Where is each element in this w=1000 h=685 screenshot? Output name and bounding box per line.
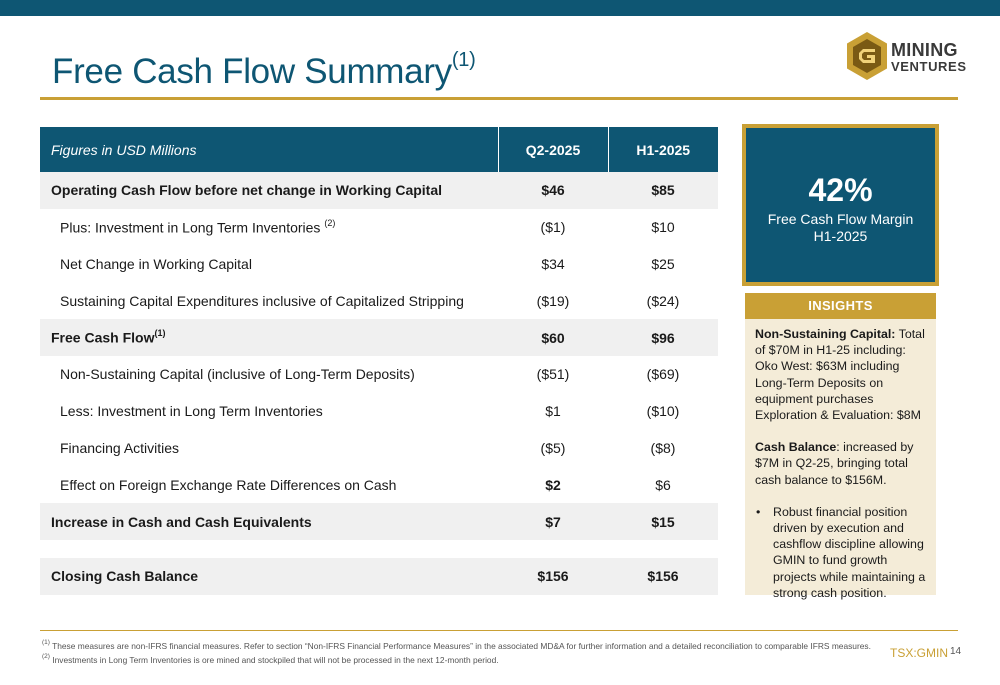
row-label-text: Less: Investment in Long Term Inventories xyxy=(60,403,323,420)
cell-h1: ($24) xyxy=(646,292,680,309)
footnote-2-text: Investments in Long Term Inventories is ore mined and stockpiled that will not be processed in the next 12-month period. xyxy=(49,654,499,665)
row-label-text: Plus: Investment in Long Term Inventories xyxy=(60,219,321,236)
footnote-2-marker: (2) xyxy=(42,652,50,660)
logo-hexagon-icon xyxy=(846,31,888,81)
insight-cash-balance xyxy=(755,439,928,488)
table-row-financing-activities xyxy=(40,430,718,467)
table-row-closing-cash-balance xyxy=(40,558,718,595)
row-label xyxy=(40,209,498,246)
cell-h1: $85 xyxy=(608,172,718,209)
row-label-text: Non-Sustaining Capital (inclusive of Long-Term Deposits) xyxy=(60,366,415,383)
footnote-ref: (2) xyxy=(324,217,336,228)
row-label xyxy=(40,319,498,356)
cell-h1: $25 xyxy=(651,255,675,272)
fcf-margin-period: H1-2025 xyxy=(813,228,868,244)
table-row-sustaining-capex xyxy=(40,282,718,319)
free-cash-flow-table xyxy=(40,127,718,595)
footnotes xyxy=(42,638,871,666)
fcf-margin-value: 42% xyxy=(808,172,873,208)
row-label xyxy=(40,246,498,283)
table-header-row xyxy=(40,127,718,172)
cell-h1: $10 xyxy=(651,219,675,236)
footer-divider xyxy=(40,630,958,631)
page-title-footnote-ref: (1) xyxy=(451,49,476,72)
top-bar xyxy=(0,0,1000,16)
row-label xyxy=(40,356,498,393)
table-row-increase-in-cash xyxy=(40,503,718,540)
cell-h1: $96 xyxy=(608,319,718,356)
ticker-symbol: TSX:GMIN xyxy=(890,646,949,660)
cell-q2: ($1) xyxy=(540,219,566,236)
row-label xyxy=(40,503,498,540)
logo-line-1: MINING xyxy=(891,40,958,60)
row-label-text: Free Cash Flow xyxy=(51,329,155,346)
cell-q2: $34 xyxy=(541,255,565,272)
table-row-free-cash-flow xyxy=(40,319,718,356)
page-title-text: Free Cash Flow Summary xyxy=(52,52,452,91)
cell-q2: $46 xyxy=(498,172,608,209)
row-label-text: Sustaining Capital Expenditures inclusive of Capitalized Stripping xyxy=(60,292,464,309)
page-title xyxy=(52,49,476,92)
cell-q2: ($51) xyxy=(536,366,570,383)
insight-text: Total of $70M in H1-25 including: Oko West: $63M including Long-Term Deposits on equipment purchases Exploration & Evaluation: $8M xyxy=(755,327,925,423)
insights-heading: INSIGHTS xyxy=(745,293,936,319)
insights-panel xyxy=(745,319,936,600)
row-label xyxy=(40,393,498,430)
page-number: 14 xyxy=(950,646,962,657)
cell-h1: $15 xyxy=(608,503,718,540)
logo-line-2: VENTURES xyxy=(891,59,967,74)
insight-non-sustaining-capital xyxy=(755,326,928,423)
table-spacer-row xyxy=(40,540,718,558)
insight-bullet-text: Robust financial position driven by execution and cashflow discipline allowing GMIN to fund growth projects while maintaining a strong cash position. xyxy=(773,504,926,600)
table-row-fx-effect xyxy=(40,466,718,503)
title-divider xyxy=(40,97,958,100)
footnote-2 xyxy=(42,652,871,666)
cell-q2: $156 xyxy=(498,558,608,595)
cell-h1: ($8) xyxy=(650,439,676,456)
footnote-1-text: These measures are non-IFRS financial measures. Refer to section “Non-IFRS Financial Performance Measures” in the associated MD&A for further information and a detailed reconciliation to comparable IFRS measures. xyxy=(49,640,871,651)
cell-h1: $156 xyxy=(608,558,718,595)
footnote-ref: (1) xyxy=(154,328,166,339)
spacer-cell xyxy=(40,540,498,558)
footnote-1-marker: (1) xyxy=(42,639,50,646)
logo-wordmark xyxy=(891,41,967,73)
fcf-margin-callout xyxy=(742,124,939,286)
table-row-non-sustaining-capital xyxy=(40,356,718,393)
insight-bullet xyxy=(755,504,928,601)
spacer-cell xyxy=(608,540,718,558)
row-label xyxy=(40,558,498,595)
cell-q2: $2 xyxy=(545,476,561,493)
cell-q2: ($5) xyxy=(540,439,566,456)
table-row-less-investment-lt-inventories xyxy=(40,393,718,430)
row-label xyxy=(40,430,498,467)
column-header-figures: Figures in USD Millions xyxy=(40,127,498,172)
row-label-text: Closing Cash Balance xyxy=(51,568,199,585)
spacer-cell xyxy=(498,540,608,558)
fcf-margin-label: Free Cash Flow Margin xyxy=(767,211,914,227)
cell-h1: $6 xyxy=(655,476,671,493)
cell-h1: ($69) xyxy=(646,366,680,383)
footnote-1 xyxy=(42,638,871,652)
insight-term: Cash Balance xyxy=(755,440,837,455)
column-header-h1-2025: H1-2025 xyxy=(608,127,718,172)
table-row-operating-cash-flow xyxy=(40,172,718,209)
bullet-dot-icon: • xyxy=(756,504,761,519)
row-label-text: Net Change in Working Capital xyxy=(60,255,252,272)
insight-text: : increased by $7M in Q2-25, bringing total cash balance to $156M. xyxy=(755,440,914,487)
row-label xyxy=(40,466,498,503)
table-row-investment-lt-inventories xyxy=(40,209,718,246)
row-label xyxy=(40,172,498,209)
cell-q2: ($19) xyxy=(536,292,570,309)
cell-q2: $60 xyxy=(498,319,608,356)
row-label-text: Increase in Cash and Cash Equivalents xyxy=(51,513,312,530)
company-logo xyxy=(846,31,970,87)
column-header-q2-2025: Q2-2025 xyxy=(498,127,608,172)
row-label xyxy=(40,282,498,319)
cell-q2: $1 xyxy=(545,403,561,420)
insight-term: Non-Sustaining Capital: xyxy=(755,327,896,341)
cell-q2: $7 xyxy=(498,503,608,540)
row-label-text: Financing Activities xyxy=(60,439,180,456)
row-label-text: Effect on Foreign Exchange Rate Differences on Cash xyxy=(60,476,397,493)
table-row-net-change-working-capital xyxy=(40,246,718,283)
cell-h1: ($10) xyxy=(646,403,680,420)
row-label-text: Operating Cash Flow before net change in Working Capital xyxy=(51,182,443,199)
